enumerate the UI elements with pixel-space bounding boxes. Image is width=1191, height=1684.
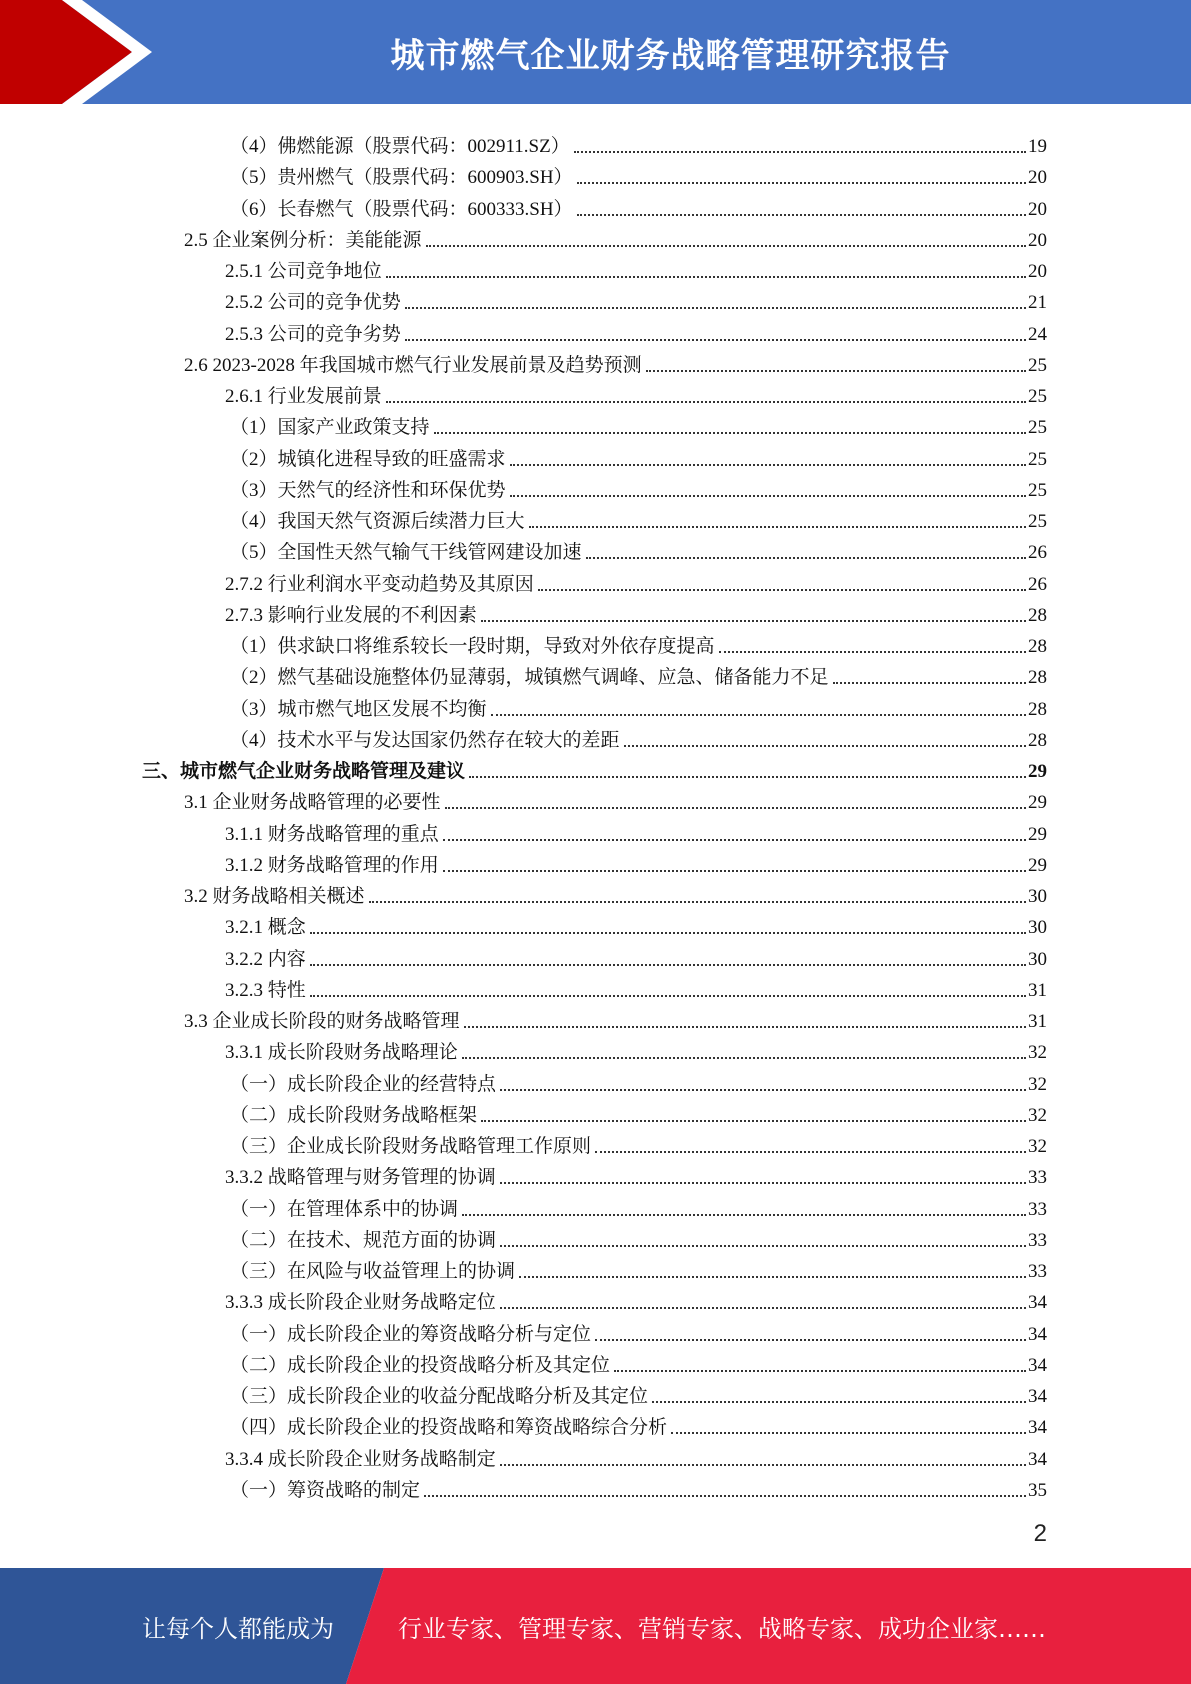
toc-entry[interactable] xyxy=(230,534,1047,565)
toc-entry[interactable] xyxy=(230,1378,1047,1409)
toc-entry-page: 34 xyxy=(1028,1323,1047,1345)
toc-entry-title: （三）企业成长阶段财务战略管理工作原则 xyxy=(230,1136,592,1157)
toc-entry-page: 31 xyxy=(1028,1011,1047,1032)
toc-entry-page: 24 xyxy=(1028,323,1047,345)
toc-dot-leader xyxy=(443,839,1026,841)
toc-entry-title: 2.5.3 公司的竞争劣势 xyxy=(225,323,401,345)
toc-entry[interactable] xyxy=(184,878,1047,909)
toc-entry[interactable] xyxy=(230,1253,1047,1284)
toc-entry[interactable] xyxy=(184,347,1047,378)
toc-entry-title: 2.7.3 影响行业发展的不利因素 xyxy=(225,604,477,626)
toc-dot-leader xyxy=(529,526,1026,528)
toc-entry[interactable] xyxy=(225,378,1047,409)
toc-entry-page: 30 xyxy=(1028,917,1047,939)
toc-entry-page: 19 xyxy=(1028,136,1047,157)
toc-entry-page: 34 xyxy=(1028,1354,1047,1376)
toc-entry[interactable] xyxy=(230,1347,1047,1378)
toc-entry-page: 28 xyxy=(1028,698,1047,720)
toc-entry[interactable] xyxy=(225,316,1047,347)
toc-entry-page: 33 xyxy=(1028,1198,1047,1220)
toc-entry-title: 3.1.1 财务战略管理的重点 xyxy=(225,823,439,845)
toc-dot-leader xyxy=(510,464,1026,466)
toc-entry-page: 26 xyxy=(1028,573,1047,595)
toc-entry[interactable] xyxy=(225,253,1047,284)
toc-entry[interactable] xyxy=(230,159,1047,190)
toc-entry-title: （二）成长阶段财务战略框架 xyxy=(230,1104,478,1126)
toc-entry[interactable] xyxy=(230,1097,1047,1128)
toc-entry-page: 25 xyxy=(1028,448,1047,470)
toc-entry-page: 29 xyxy=(1028,792,1047,814)
report-title: 城市燃气企业财务战略管理研究报告 xyxy=(390,35,951,76)
toc-entry-title: （1）国家产业政策支持 xyxy=(230,417,430,439)
toc-entry[interactable] xyxy=(225,909,1047,940)
toc-entry[interactable] xyxy=(230,1128,1047,1159)
toc-dot-leader xyxy=(462,1057,1026,1059)
toc-entry[interactable] xyxy=(225,566,1047,597)
toc-entry-page: 34 xyxy=(1028,1417,1047,1439)
toc-entry-title: （4）佛燃能源（股票代码：002911.SZ） xyxy=(230,136,570,157)
toc-entry-page: 32 xyxy=(1028,1042,1047,1064)
footer-banner xyxy=(0,1568,1191,1684)
toc-entry-page: 26 xyxy=(1028,542,1047,564)
toc-entry-title: （二）在技术、规范方面的协调 xyxy=(230,1229,497,1251)
toc-dot-leader xyxy=(833,682,1026,684)
toc-entry-page: 34 xyxy=(1028,1386,1047,1407)
toc-entry-page: 28 xyxy=(1028,729,1047,751)
toc-entry-title: 3.3.1 成长阶段财务战略理论 xyxy=(225,1042,458,1064)
toc-entry-page: 25 xyxy=(1028,417,1047,439)
toc-entry-title: （3）城市燃气地区发展不均衡 xyxy=(230,698,487,720)
toc-entry-title: （二）成长阶段企业的投资战略分析及其定位 xyxy=(230,1354,611,1376)
toc-entry[interactable] xyxy=(225,1159,1047,1190)
toc-entry-title: 3.2 财务战略相关概述 xyxy=(184,886,365,907)
toc-dot-leader xyxy=(386,276,1026,278)
toc-entry[interactable] xyxy=(230,503,1047,534)
toc-dot-leader xyxy=(500,1089,1026,1091)
toc-entry-title: （2）城镇化进程导致的旺盛需求 xyxy=(230,448,506,470)
report-header xyxy=(0,0,1191,111)
toc-dot-leader xyxy=(491,714,1026,716)
toc-entry-title: （三）在风险与收益管理上的协调 xyxy=(230,1261,516,1282)
toc-dot-leader xyxy=(500,1464,1026,1466)
toc-entry[interactable] xyxy=(230,409,1047,440)
toc-dot-leader xyxy=(424,1495,1026,1497)
toc-entry-page: 20 xyxy=(1028,261,1047,282)
toc-entry-page: 25 xyxy=(1028,511,1047,532)
toc-entry-title: （6）长春燃气（股票代码：600333.SH） xyxy=(230,198,573,220)
toc-entry-title: 3.2.2 内容 xyxy=(225,948,306,970)
toc-dot-leader xyxy=(624,745,1026,747)
toc-entry[interactable] xyxy=(225,816,1047,847)
toc-dot-leader xyxy=(577,214,1026,216)
toc-entry-title: 2.6.1 行业发展前景 xyxy=(225,386,382,407)
toc-entry-title: （三）成长阶段企业的收益分配战略分析及其定位 xyxy=(230,1386,649,1407)
toc-entry-page: 29 xyxy=(1028,854,1047,876)
toc-dot-leader xyxy=(500,1307,1026,1309)
toc-dot-leader xyxy=(595,1151,1026,1153)
toc-entry[interactable] xyxy=(142,753,1047,784)
toc-entry[interactable] xyxy=(225,1034,1047,1065)
toc-dot-leader xyxy=(500,1245,1026,1247)
toc-entry-title: （4）我国天然气资源后续潜力巨大 xyxy=(230,511,525,532)
toc-dot-leader xyxy=(538,589,1026,591)
toc-entry-page: 20 xyxy=(1028,167,1047,189)
toc-entry[interactable] xyxy=(230,472,1047,503)
toc-entry[interactable] xyxy=(184,1003,1047,1034)
toc-entry[interactable] xyxy=(230,659,1047,690)
toc-dot-leader xyxy=(443,870,1026,872)
toc-dot-leader xyxy=(595,1339,1026,1341)
toc-entry-page: 34 xyxy=(1028,1292,1047,1314)
toc-dot-leader xyxy=(510,495,1026,497)
toc-dot-leader xyxy=(386,401,1026,403)
toc-entry-page: 30 xyxy=(1028,948,1047,970)
toc-entry[interactable] xyxy=(230,1409,1047,1440)
toc-entry[interactable] xyxy=(225,847,1047,878)
toc-entry[interactable] xyxy=(230,628,1047,659)
toc-dot-leader xyxy=(310,964,1026,966)
toc-entry-page: 28 xyxy=(1028,604,1047,626)
toc-dot-leader xyxy=(434,432,1026,434)
toc-entry-title: （一）成长阶段企业的筹资战略分析与定位 xyxy=(230,1323,592,1345)
toc-dot-leader xyxy=(519,1276,1026,1278)
toc-dot-leader xyxy=(481,620,1026,622)
toc-entry-title: （3）天然气的经济性和环保优势 xyxy=(230,479,506,501)
toc-dot-leader xyxy=(652,1401,1026,1403)
toc-entry-page: 21 xyxy=(1028,292,1047,314)
toc-entry-title: 2.6 2023-2028 年我国城市燃气行业发展前景及趋势预测 xyxy=(184,354,642,376)
toc-entry-page: 28 xyxy=(1028,667,1047,689)
toc-dot-leader xyxy=(469,776,1026,778)
toc-entry-page: 28 xyxy=(1028,636,1047,657)
toc-entry-page: 34 xyxy=(1028,1448,1047,1470)
footer-slogan-right: 行业专家、管理专家、营销专家、战略专家、成功企业家…… xyxy=(398,1614,1046,1643)
page-number: 2 xyxy=(1033,1520,1047,1547)
toc-dot-leader xyxy=(445,807,1026,809)
toc-entry-title: 2.5 企业案例分析：美能能源 xyxy=(184,229,422,251)
toc-dot-leader xyxy=(310,995,1026,997)
toc-entry-title: （四）成长阶段企业的投资战略和筹资战略综合分析 xyxy=(230,1417,668,1439)
toc-entry-title: （一）筹资战略的制定 xyxy=(230,1479,421,1501)
toc-entry[interactable] xyxy=(230,691,1047,722)
toc-entry[interactable] xyxy=(230,1316,1047,1347)
toc-entry-title: （4）技术水平与发达国家仍然存在较大的差距 xyxy=(230,729,620,751)
toc-dot-leader xyxy=(574,151,1026,153)
toc-entry-title: （1）供求缺口将维系较长一段时期，导致对外依存度提高 xyxy=(230,636,715,657)
toc-dot-leader xyxy=(405,307,1026,309)
toc-entry[interactable] xyxy=(225,1284,1047,1315)
toc-dot-leader xyxy=(405,339,1026,341)
toc-entry-page: 20 xyxy=(1028,198,1047,220)
toc-entry-title: （一）在管理体系中的协调 xyxy=(230,1198,459,1220)
toc-entry-page: 29 xyxy=(1028,823,1047,845)
toc-entry-title: （一）成长阶段企业的经营特点 xyxy=(230,1073,497,1095)
toc-entry[interactable] xyxy=(230,441,1047,472)
toc-dot-leader xyxy=(614,1370,1026,1372)
toc-entry-title: 3.1.2 财务战略管理的作用 xyxy=(225,854,439,876)
toc-entry[interactable] xyxy=(225,284,1047,315)
toc-entry-page: 25 xyxy=(1028,386,1047,407)
toc-entry-title: 3.3 企业成长阶段的财务战略管理 xyxy=(184,1011,460,1032)
toc-entry-page: 32 xyxy=(1028,1104,1047,1126)
toc-entry[interactable] xyxy=(225,1441,1047,1472)
toc-entry-title: 2.5.2 公司的竞争优势 xyxy=(225,292,401,314)
toc-entry-title: 2.7.2 行业利润水平变动趋势及其原因 xyxy=(225,573,534,595)
toc-entry-page: 32 xyxy=(1028,1073,1047,1095)
toc-dot-leader xyxy=(646,370,1026,372)
toc-dot-leader xyxy=(577,182,1026,184)
toc-entry-page: 35 xyxy=(1028,1479,1047,1501)
toc-entry[interactable] xyxy=(184,222,1047,253)
footer-slogan-left: 让每个人都能成为 xyxy=(142,1614,334,1643)
toc-dot-leader xyxy=(462,1214,1026,1216)
toc-entry-title: 3.3.2 战略管理与财务管理的协调 xyxy=(225,1167,496,1189)
toc-entry-title: 3.3.3 成长阶段企业财务战略定位 xyxy=(225,1292,496,1314)
toc-dot-leader xyxy=(310,932,1026,934)
toc-dot-leader xyxy=(369,901,1026,903)
toc-entry-page: 20 xyxy=(1028,229,1047,251)
toc-entry[interactable] xyxy=(225,597,1047,628)
toc-entry-title: 2.5.1 公司竞争地位 xyxy=(225,261,382,282)
toc-entry-page: 33 xyxy=(1028,1229,1047,1251)
toc-entry[interactable] xyxy=(230,722,1047,753)
toc-dot-leader xyxy=(719,651,1026,653)
toc-entry-title: 3.3.4 成长阶段企业财务战略制定 xyxy=(225,1448,496,1470)
toc-dot-leader xyxy=(481,1120,1026,1122)
toc-entry-title: 三、城市燃气企业财务战略管理及建议 xyxy=(142,761,466,782)
toc-dot-leader xyxy=(586,557,1026,559)
toc-dot-leader xyxy=(500,1182,1026,1184)
toc-entry[interactable] xyxy=(230,1472,1047,1503)
toc-entry-title: 3.2.1 概念 xyxy=(225,917,306,939)
toc-entry[interactable] xyxy=(225,941,1047,972)
toc-entry-page: 33 xyxy=(1028,1261,1047,1282)
toc-entry[interactable] xyxy=(230,128,1047,159)
toc-entry-title: （2）燃气基础设施整体仍显薄弱，城镇燃气调峰、应急、储备能力不足 xyxy=(230,667,829,689)
toc-entry-page: 25 xyxy=(1028,479,1047,501)
toc-entry-page: 29 xyxy=(1028,761,1047,782)
toc-entry[interactable] xyxy=(225,972,1047,1003)
toc-entry[interactable] xyxy=(230,1191,1047,1222)
toc-entry[interactable] xyxy=(184,784,1047,815)
toc-entry-title: （5）全国性天然气输气干线管网建设加速 xyxy=(230,542,582,564)
toc-entry-title: （5）贵州燃气（股票代码：600903.SH） xyxy=(230,167,573,189)
toc-entry[interactable] xyxy=(230,1222,1047,1253)
toc-entry[interactable] xyxy=(230,191,1047,222)
toc-dot-leader xyxy=(671,1432,1026,1434)
toc-entry-page: 33 xyxy=(1028,1167,1047,1189)
toc-entry-title: 3.2.3 特性 xyxy=(225,979,306,1001)
toc-entry-page: 31 xyxy=(1028,979,1047,1001)
toc-entry-title: 3.1 企业财务战略管理的必要性 xyxy=(184,792,441,814)
toc-entry-page: 30 xyxy=(1028,886,1047,907)
toc-entry[interactable] xyxy=(230,1066,1047,1097)
toc-entry-page: 32 xyxy=(1028,1136,1047,1157)
toc-entry-page: 25 xyxy=(1028,354,1047,376)
toc-dot-leader xyxy=(426,245,1026,247)
toc-dot-leader xyxy=(464,1026,1026,1028)
